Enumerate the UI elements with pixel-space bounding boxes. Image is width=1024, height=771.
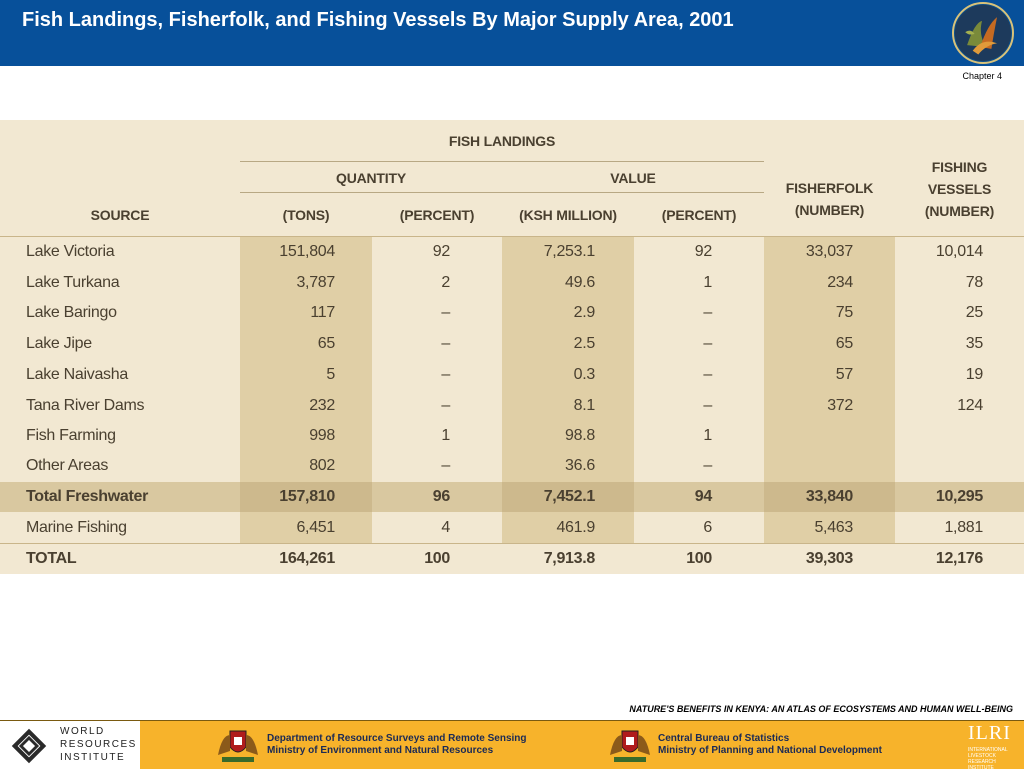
source-cell: TOTAL <box>26 550 77 567</box>
vessels-cell <box>895 451 983 481</box>
source-cell: Lake Naivasha <box>26 366 128 383</box>
vessels-cell: 1,881 <box>944 519 983 536</box>
fisherfolk-cell: 39,303 <box>805 550 853 567</box>
fisherfolk-cell: 234 <box>827 274 853 291</box>
vessels-cell: 35 <box>965 335 983 352</box>
ksh-cell: 0.3 <box>573 366 595 383</box>
table-row <box>0 329 1024 359</box>
total-freshwater-row <box>0 482 1024 512</box>
qty-percent-cell: – <box>441 335 450 352</box>
fisherfolk-cell: 372 <box>827 397 853 414</box>
vessels-cell: 10,295 <box>935 488 983 505</box>
tons-cell: 151,804 <box>279 243 335 260</box>
source-cell: Marine Fishing <box>26 519 127 536</box>
vessels-cell: 19 <box>965 366 983 383</box>
val-percent-cell: – <box>703 366 712 383</box>
fisherfolk-header-line: FISHERFOLK <box>785 180 874 196</box>
vessels-cell <box>895 421 983 451</box>
val-percent-cell: – <box>703 335 712 352</box>
table-row <box>0 298 1024 328</box>
fisherfolk-cell: 57 <box>835 366 853 383</box>
ilri-logo <box>962 721 1024 769</box>
val-percent-cell: 94 <box>694 488 712 505</box>
fisherfolk-header-line: (NUMBER) <box>794 202 865 218</box>
source-cell: Tana River Dams <box>26 397 145 414</box>
source-cell: Lake Baringo <box>26 304 117 321</box>
source-cell: Total Freshwater <box>26 488 149 505</box>
qty-percent-cell: 4 <box>441 519 450 536</box>
vessels-cell: 10,014 <box>935 243 983 260</box>
ilri-fullname <box>968 747 1024 771</box>
ksh-cell: 98.8 <box>565 427 595 444</box>
tons-cell: 157,810 <box>279 488 335 505</box>
vessels-cell: 78 <box>965 274 983 291</box>
val-percent-cell: – <box>703 457 712 474</box>
value-percent-header: (PERCENT) <box>661 207 737 223</box>
table-row <box>0 237 1024 267</box>
grand-total-row <box>0 544 1024 574</box>
tons-cell: 6,451 <box>296 519 335 536</box>
ksh-million-header: (KSH MILLION) <box>519 207 617 223</box>
fisherfolk-cell: 5,463 <box>814 519 853 536</box>
atlas-logo-icon <box>952 2 1014 64</box>
header-divider <box>240 161 764 162</box>
wri-line: INSTITUTE <box>60 752 126 763</box>
marine-fishing-row <box>0 513 1024 543</box>
fisherfolk-cell: 75 <box>835 304 853 321</box>
source-cell: Other Areas <box>26 457 109 474</box>
fisherfolk-cell: 33,840 <box>805 488 853 505</box>
wri-wordmark <box>60 725 137 764</box>
wri-knot-icon <box>10 727 48 765</box>
source-cell: Lake Victoria <box>26 243 115 260</box>
qty-percent-cell: – <box>441 397 450 414</box>
val-percent-cell: 1 <box>703 427 712 444</box>
val-percent-cell: 100 <box>686 550 712 567</box>
qty-percent-cell: 2 <box>441 274 450 291</box>
ksh-cell: 49.6 <box>565 274 595 291</box>
ksh-cell: 2.9 <box>573 304 595 321</box>
qty-percent-cell: – <box>441 366 450 383</box>
vessels-header-line: VESSELS <box>927 181 992 197</box>
qty-percent-cell: – <box>441 304 450 321</box>
tons-cell: 164,261 <box>279 550 335 567</box>
tons-cell: 117 <box>310 304 335 321</box>
page-title: Fish Landings, Fisherfolk, and Fishing Vessels By Major Supply Area, 2001 <box>22 9 734 31</box>
atlas-subtitle: NATURE'S BENEFITS IN KENYA: AN ATLAS OF ECOSYSTEMS AND HUMAN WELL-BEING <box>629 704 1013 714</box>
tons-header: (TONS) <box>282 207 330 223</box>
chapter-label: Chapter 4 <box>962 71 1002 81</box>
tons-cell: 5 <box>326 366 335 383</box>
fisherfolk-cell <box>764 421 853 451</box>
tons-cell: 998 <box>309 427 335 444</box>
wri-logo <box>0 721 140 769</box>
source-cell: Lake Jipe <box>26 335 92 352</box>
vessels-header-line: FISHING <box>931 159 988 175</box>
org-line: Central Bureau of Statistics <box>658 733 790 744</box>
org-drsrs <box>267 733 527 757</box>
fisherfolk-cell: 65 <box>835 335 853 352</box>
vessels-cell: 12,176 <box>935 550 983 567</box>
ksh-cell: 7,253.1 <box>543 243 595 260</box>
fisherfolk-header <box>764 177 895 221</box>
header-bar <box>0 0 1024 66</box>
val-percent-cell: 1 <box>703 274 712 291</box>
ksh-cell: 461.9 <box>556 519 595 536</box>
kenya-coat-of-arms-icon <box>608 725 652 765</box>
qty-percent-cell: 92 <box>432 243 450 260</box>
ksh-cell: 8.1 <box>573 397 595 414</box>
fish-landings-header: FISH LANDINGS <box>448 133 556 149</box>
fisherfolk-cell <box>764 451 853 481</box>
table-row <box>0 391 1024 421</box>
vessels-cell: 124 <box>957 397 983 414</box>
ksh-cell: 7,913.8 <box>543 550 595 567</box>
wri-line: WORLD <box>60 726 105 737</box>
qty-percent-cell: 96 <box>432 488 450 505</box>
quantity-header: QUANTITY <box>336 170 406 186</box>
header-divider <box>240 192 764 193</box>
val-percent-cell: 6 <box>703 519 712 536</box>
footer-bar <box>0 720 1024 769</box>
qty-percent-cell: – <box>441 457 450 474</box>
vessels-header <box>895 156 1024 222</box>
tons-cell: 3,787 <box>296 274 335 291</box>
org-cbs <box>658 733 882 757</box>
table-row <box>0 268 1024 298</box>
kenya-coat-of-arms-icon <box>216 725 260 765</box>
value-header: VALUE <box>610 170 656 186</box>
val-percent-cell: – <box>703 397 712 414</box>
vessels-cell: 25 <box>965 304 983 321</box>
tons-cell: 65 <box>317 335 335 352</box>
ilri-line: LIVESTOCK RESEARCH <box>968 753 996 765</box>
source-cell: Lake Turkana <box>26 274 120 291</box>
wri-line: RESOURCES <box>60 739 137 750</box>
qty-percent-cell: 100 <box>424 550 450 567</box>
ksh-cell: 2.5 <box>573 335 595 352</box>
ksh-cell: 7,452.1 <box>543 488 595 505</box>
org-line: Ministry of Planning and National Development <box>658 745 882 756</box>
org-line: Ministry of Environment and Natural Resources <box>267 745 494 756</box>
ksh-cell: 36.6 <box>565 457 595 474</box>
source-cell: Fish Farming <box>26 427 116 444</box>
source-header: SOURCE <box>90 207 150 223</box>
qty-percent-cell: 1 <box>441 427 450 444</box>
vessels-header-line: (NUMBER) <box>924 203 995 219</box>
ilri-line: INTERNATIONAL <box>968 747 1008 753</box>
table-row <box>0 360 1024 390</box>
val-percent-cell: – <box>703 304 712 321</box>
tons-cell: 802 <box>309 457 335 474</box>
org-line: Department of Resource Surveys and Remote Sensing <box>267 733 527 744</box>
ilri-line: INSTITUTE <box>968 765 994 771</box>
ilri-wordmark: ILRI <box>968 722 1011 744</box>
quantity-percent-header: (PERCENT) <box>399 207 475 223</box>
table-row <box>0 421 1024 451</box>
fish-landings-table <box>0 120 1024 573</box>
table-row <box>0 451 1024 481</box>
val-percent-cell: 92 <box>694 243 712 260</box>
fisherfolk-cell: 33,037 <box>805 243 853 260</box>
tons-cell: 232 <box>309 397 335 414</box>
